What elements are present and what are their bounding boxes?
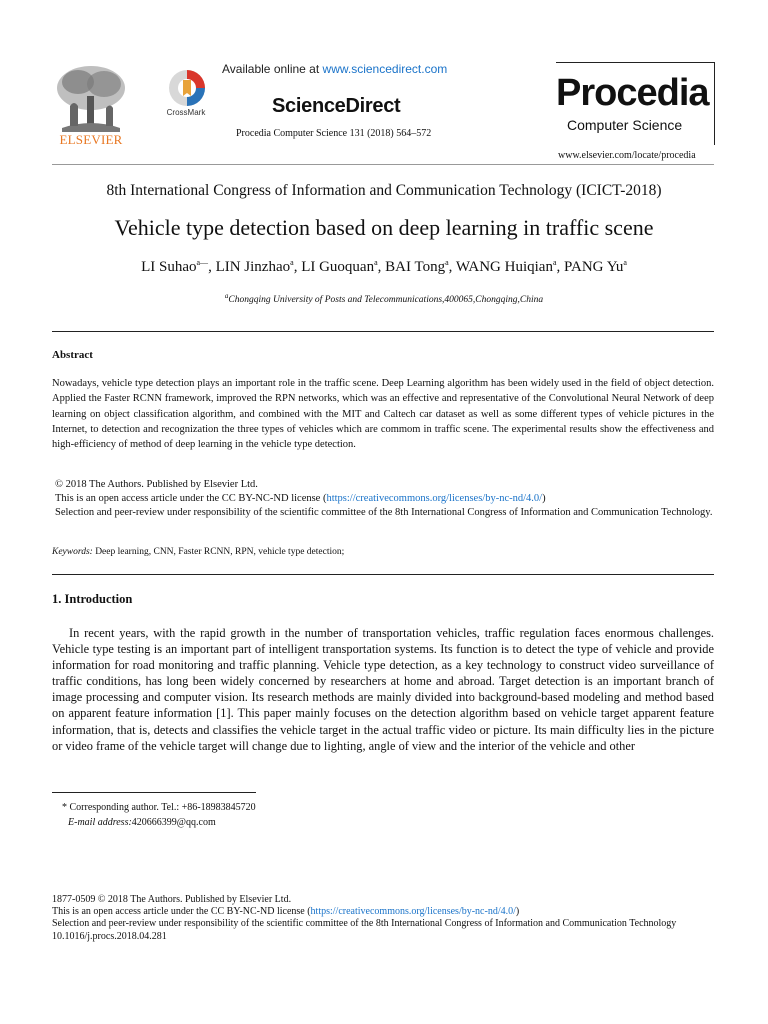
header-divider [52, 164, 714, 165]
author-sup: a— [196, 258, 209, 267]
peer-review-line: Selection and peer-review under responsibility of the scientific committee of the 8th International Congress of Information and Communication Technology. [55, 507, 713, 519]
abstract-bottom-rule [52, 574, 714, 575]
footer-license-suffix: ) [515, 906, 520, 918]
procedia-subtitle: Computer Science [567, 117, 683, 133]
author-sup: a [290, 258, 294, 267]
keywords [52, 547, 344, 557]
author-sup: a [445, 258, 449, 267]
license-suffix: ) [542, 493, 546, 505]
email-address[interactable]: 420666399@qq.com [131, 817, 216, 828]
affiliation [0, 292, 768, 305]
journal-citation: Procedia Computer Science 131 (2018) 564–572 [236, 128, 432, 139]
sciencedirect-wordmark: ScienceDirect [272, 95, 401, 117]
procedia-title: Procedia [556, 72, 709, 114]
procedia-url[interactable]: www.elsevier.com/locate/procedia [558, 150, 696, 161]
keywords-label: Keywords: [52, 547, 93, 557]
footer-license-link[interactable]: https://creativecommons.org/licenses/by-nc-nd/4.0/ [310, 906, 516, 918]
sciencedirect-link[interactable]: www.sciencedirect.com [322, 62, 448, 76]
author: WANG Huiqian [455, 259, 553, 275]
author-sup: a [552, 258, 557, 267]
abstract-body: Nowadays, vehicle type detection plays an important role in the traffic scene. Deep Learning algorithm has been widely used in the field of object detection. Applied the Faster RCNN framework, improved the RPN networks, which was an effective and representative of the Convolutional Neural Network of deep learning on object classification algorithm, and combined with the MIT and Caltech car dataset as well as some different types of vehicle pictures in the Internet, to detection and recognization the three types of vehicles which are commom in traffic scene. The experimental results show the effectiveness and high-efficiency of method of deep learning in the vehicle type detection. [52, 378, 714, 451]
author-sup: a [374, 258, 378, 267]
author: BAI Tong [385, 259, 446, 275]
author: LI Guoquan [301, 259, 375, 275]
crossmark-label: CrossMark [166, 108, 206, 117]
doi[interactable]: 10.1016/j.procs.2018.04.281 [52, 930, 167, 942]
author-list: LI Suhao$^{a—}$, LIN Jinzhao$^a$, LI Guoquan$^a$, BAI Tong$^a$, WANG Huiqian$^a$, PANG Yu$^a$ [141, 258, 627, 275]
abstract-top-rule [52, 331, 714, 332]
available-prefix: Available online at [222, 62, 323, 76]
copyright-block [55, 478, 715, 521]
affiliation-text: Chongqing University of Posts and Telecommunications,400065,Chongqing,China [228, 295, 544, 306]
paper-title: Vehicle type detection based on deep learning in traffic scene [114, 215, 654, 240]
available-online [222, 62, 447, 76]
license-link[interactable]: https://creativecommons.org/licenses/by-nc-nd/4.0/ [326, 493, 543, 505]
author: PANG Yu [564, 259, 624, 275]
keywords-text: Deep learning, CNN, Faster RCNN, RPN, vehicle type detection; [92, 547, 345, 557]
author: LIN Jinzhao [215, 259, 291, 275]
conference-name: 8th International Congress of Information and Communication Technology (ICICT-2018) [106, 182, 662, 199]
affiliation-sup: a [224, 292, 229, 300]
email-label: E-mail address: [68, 817, 132, 828]
abstract-heading: Abstract [52, 349, 93, 361]
author: LI Suhao [141, 259, 197, 275]
footnote-rule [52, 792, 256, 793]
elsevier-wordmark: ELSEVIER [59, 132, 123, 147]
footer-license-line [52, 906, 714, 918]
email-footnote [68, 817, 216, 828]
copyright-line: © 2018 The Authors. Published by Elsevier Ltd. [55, 479, 258, 490]
license-line [55, 492, 715, 506]
section-heading: 1. Introduction [52, 592, 133, 606]
author-sup: a [623, 258, 627, 267]
corresponding-author: * Corresponding author. Tel.: +86-18983845720 [62, 802, 256, 813]
introduction-body: In recent years, with the rapid growth in the number of transportation vehicles, traffic regulation faces enormous challenges. Vehicle type testing is an important part of intelligent transportation systems. Its function is to detect the type of vehicle and provide information for road monitoring and traffic planning. Vehicle type detection, as a key technology to construct video surveillance of traffic conditions, has long been widely concerned by researchers at home and abroad. Target detection is an important branch of image processing and computer vision. Its research methods are mainly divided into background-based modeling and method based on apparent feature information [1]. This paper mainly focuses on the detection algorithm based on vehicle target apparent feature information, that is, detects and classifies the vehicle target in the actual traffic video or picture. Its main difficulty lies in the picture or video frame of the vehicle target will change due to lighting, angle of view and the interior of the vehicle and other [52, 626, 714, 753]
footer-license-prefix: This is an open access article under the CC BY-NC-ND license ( [52, 906, 311, 918]
page-footer [52, 894, 714, 943]
license-prefix: This is an open access article under the CC BY-NC-ND license ( [55, 493, 327, 505]
footer-peer-review: Selection and peer-review under responsibility of the scientific committee of the 8th International Congress of Information and Communication Technology [52, 918, 677, 930]
issn-line: 1877-0509 © 2018 The Authors. Published by Elsevier Ltd. [52, 894, 292, 905]
